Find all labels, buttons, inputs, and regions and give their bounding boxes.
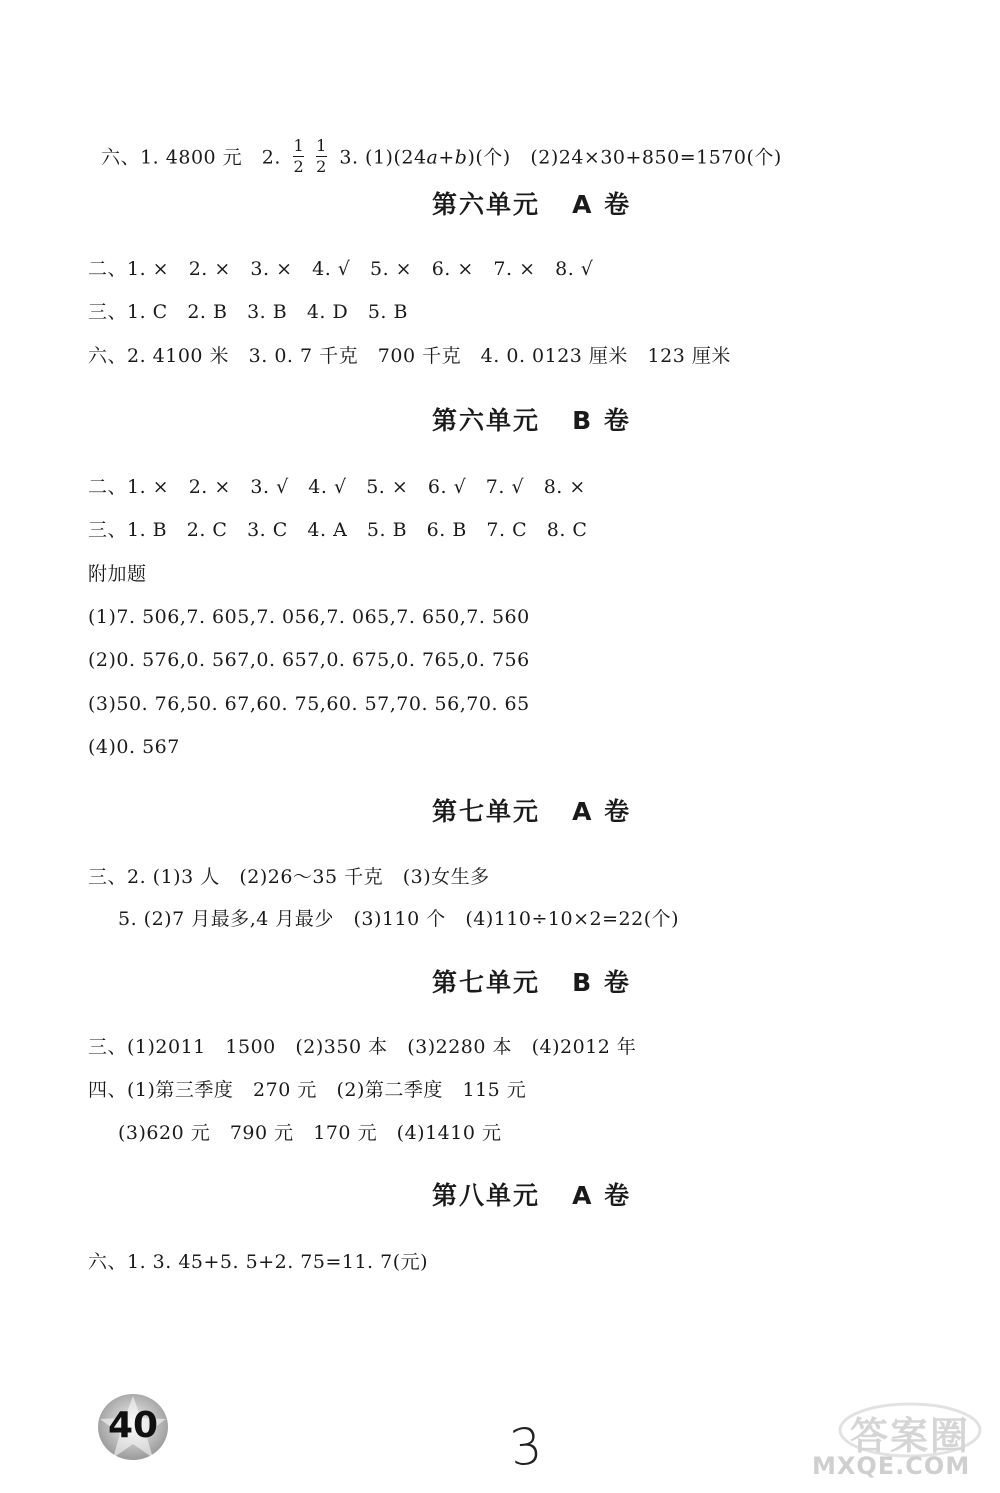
answer-line: (2)0. 576,0. 567,0. 657,0. 675,0. 765,0. 756 [88, 649, 530, 671]
answer-text: )(个) (2)24×30+850=1570(个) [467, 146, 782, 169]
watermark-text: 答案圈 [850, 1414, 971, 1458]
section-heading: 第六单元 A 卷 [432, 190, 632, 219]
answer-line: 二、1. × 2. × 3. × 4. √ 5. × 6. × 7. × 8. √ [88, 258, 594, 280]
fraction: $\frac{1}{2}$ [293, 136, 305, 176]
watermark-url: MXQE.COM [812, 1452, 971, 1480]
answer-line: (1)7. 506,7. 605,7. 056,7. 065,7. 650,7. 560 [88, 606, 530, 628]
section-heading: 第七单元 A 卷 [432, 797, 632, 826]
page-number: 40 [108, 1405, 159, 1446]
section-heading: 第八单元 A 卷 [432, 1181, 632, 1210]
answer-line: 六、2. 4100 米 3. 0. 7 千克 700 千克 4. 0. 0123 厘米 123 厘米 [88, 345, 731, 367]
answer-line: 三、2. (1)3 人 (2)26～35 千克 (3)女生多 [88, 866, 490, 888]
variable-a: a [426, 146, 439, 169]
section-heading: 第七单元 B 卷 [432, 968, 631, 997]
answer-line: (4)0. 567 [88, 736, 180, 758]
answer-line: 三、1. C 2. B 3. B 4. D 5. B [88, 301, 408, 323]
answer-line: 三、1. B 2. C 3. C 4. A 5. B 6. B 7. C 8. C [88, 519, 588, 541]
answer-line-top: 六、1. 4800 元 2. $\frac{1}{2}$ $\frac{1}{2}$ 3. (1)(24a+b)(个) (2)24×30+850=1570(个) [101, 136, 782, 176]
handwritten-mark: 3 [507, 1416, 545, 1478]
answer-text: 3. (1)(24 [332, 146, 427, 169]
fraction: $\frac{1}{2}$ [316, 136, 327, 176]
appendix-label: 附加题 [88, 563, 147, 585]
answer-line: (3)50. 76,50. 67,60. 75,60. 57,70. 56,70. 65 [88, 693, 530, 715]
answer-line: 二、1. × 2. × 3. √ 4. √ 5. × 6. √ 7. √ 8. × [88, 476, 586, 498]
section-heading: 第六单元 B 卷 [432, 406, 631, 435]
answer-text: 六、1. 4800 元 2. [101, 146, 288, 169]
answer-line: 三、(1)2011 1500 (2)350 本 (3)2280 本 (4)2012 年 [88, 1036, 637, 1058]
answer-line: (3)620 元 790 元 170 元 (4)1410 元 [118, 1122, 502, 1144]
answer-line: 六、1. 3. 45+5. 5+2. 75=11. 7(元) [88, 1251, 429, 1273]
answer-line: 四、(1)第三季度 270 元 (2)第二季度 115 元 [88, 1079, 527, 1101]
answer-line: 5. (2)7 月最多,4 月最少 (3)110 个 (4)110÷10×2=22(个) [118, 908, 680, 930]
variable-b: b [454, 146, 468, 169]
